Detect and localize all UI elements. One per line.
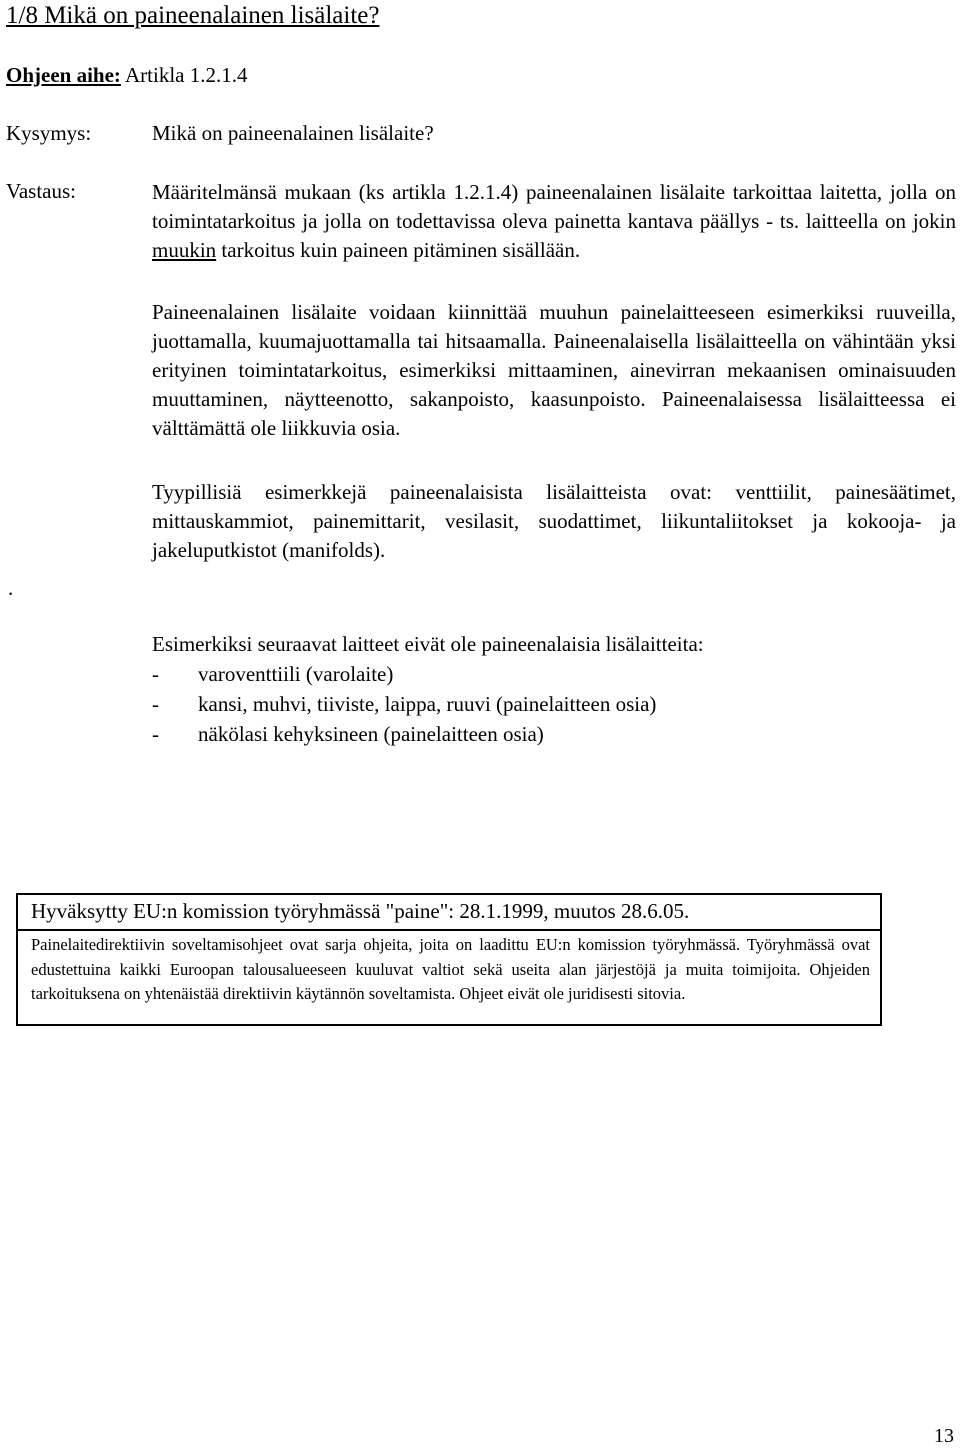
list-item-text: varoventtiili (varolaite)	[198, 662, 394, 686]
topic-line	[6, 63, 247, 88]
answer-p1-text-after: tarkoitus kuin paineen pitäminen sisällään.	[216, 238, 581, 262]
topic-label: Ohjeen aihe:	[6, 63, 121, 87]
list-item	[152, 659, 956, 689]
list-intro: Esimerkiksi seuraavat laitteet eivät ole paineenalaisia lisälaitteita:	[152, 632, 704, 656]
question-label: Kysymys:	[6, 121, 92, 145]
answer-paragraph-1	[152, 178, 956, 265]
list-item	[152, 689, 956, 719]
list-dash: -	[152, 692, 159, 716]
page-number: 13	[934, 1425, 954, 1447]
list-dash: -	[152, 722, 159, 746]
list-dash: -	[152, 662, 159, 686]
answer-p1-text-before: Määritelmänsä mukaan (ks artikla 1.2.1.4) paineenalainen lisälaite tarkoittaa laitetta, jolla on toimintatarkoitus ja jolla on todettavissa oleva painetta kantava päällys - ts. laitteella on jokin	[152, 180, 956, 233]
approval-box-header: Hyväksytty EU:n komission työryhmässä "paine": 28.1.1999, muutos 28.6.05.	[18, 895, 880, 931]
list-item	[152, 719, 956, 749]
answer-paragraph-3: Tyypillisiä esimerkkejä paineenalaisista lisälaitteista ovat: venttiilit, painesäätimet, mittauskammiot, painemittarit, vesilasit, suodattimet, liikuntaliitokset ja kokooja- ja jakeluputkistot (manifolds).	[152, 480, 956, 562]
document-title: 1/8 Mikä on paineenalainen lisälaite?	[6, 2, 380, 29]
list-item-text: kansi, muhvi, tiiviste, laippa, ruuvi (painelaitteen osia)	[198, 692, 657, 716]
answer-p1-underlined-word: muukin	[152, 238, 217, 262]
list-item-text: näkölasi kehyksineen (painelaitteen osia)	[198, 722, 544, 746]
stray-dot: .	[8, 576, 14, 600]
approval-box	[16, 893, 882, 1026]
answer-paragraph-2: Paineenalainen lisälaite voidaan kiinnittää muuhun painelaitteeseen esimerkiksi ruuveilla, juottamalla, kuumajuottamalla tai hitsaamalla. Paineenalaisella lisälaitteella on vähintään yksi erityinen toimintatarkoitus, esimerkiksi mittaaminen, ainevirran mekaanisen ominaisuuden muuttaminen, näytteenotto, sakanpoisto, kaasunpoisto. Paineenalaisessa lisälaitteessa ei välttämättä ole liikkuvia osia.	[152, 300, 956, 440]
approval-box-body: Painelaitedirektiivin soveltamisohjeet ovat sarja ohjeita, joita on laadittu EU:n komission työryhmässä. Työryhmässä ovat edustettuina kaikki Euroopan talousalueeseen kuuluvat valtiot sekä useita alan järjestöjä ja muita toimijoita. Ohjeiden tarkoituksena on yhtenäistää direktiivin käytännön soveltamista. Ohjeet eivät ole juridisesti sitovia.	[31, 935, 870, 1003]
non-examples-list	[152, 629, 956, 749]
question-text: Mikä on paineenalainen lisälaite?	[152, 121, 434, 145]
topic-value: Artikla 1.2.1.4	[120, 63, 248, 87]
answer-label: Vastaus:	[6, 179, 76, 203]
